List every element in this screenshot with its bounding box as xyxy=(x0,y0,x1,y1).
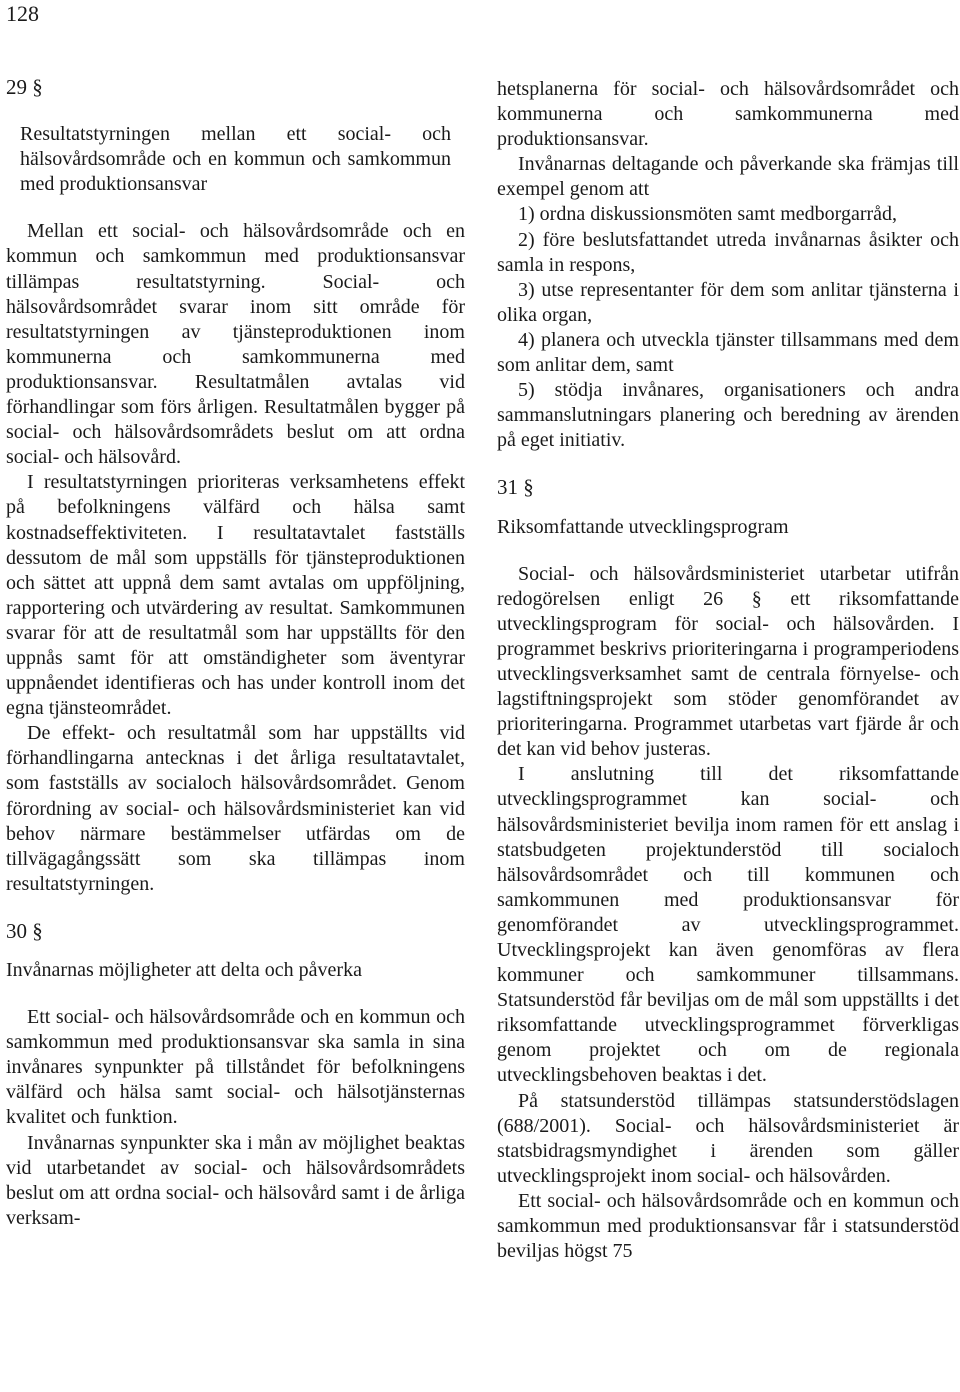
section-30-paragraph: Ett social- och hälsovårdsområde och en kommun och samkommun med produktionsansvar ska samla in sina invånares synpunkter på tillståndet för befolkningens välfärd och hälsa samt social- och hälsotjänsternas kvalitet och funktion. xyxy=(6,1006,465,1129)
section-30-paragraph: Invånarnas synpunkter ska i mån av möjlighet beaktas vid utarbetandet av social- och hälsovårdsområdets beslut om att ordna social- och hälsovård samt i de årliga verksam- xyxy=(6,1131,465,1229)
section-31-paragraph: På statsunderstöd tillämpas statsunderstödslagen (688/2001). Social- och hälsovårdsministeriet är statsbidragsmyndighet i ärenden som gäller utvecklingsprojekt inom social- och hälsovården. xyxy=(497,1089,959,1187)
section-31-number: 31 § xyxy=(497,475,534,500)
section-31-title: Riksomfattande utvecklingsprogram xyxy=(497,515,789,538)
section-31-paragraph: Social- och hälsovårdsministeriet utarbetar utifrån redogörelsen enligt 26 § ett riksomfattande utvecklingsprogram för social- och hälsovården. I programmet beskrivs prioriteringarna i programperiodens utvecklingsverksamhet samt de centrala förnyelse- och lagstiftningsprojekt som stöder genomförandet av prioriteringarna. Programmet utarbetas vart fjärde år och det kan vid behov justeras. xyxy=(497,562,959,761)
continued-paragraph: hetsplanerna för social- och hälsovårdsområdet och kommunerna och samkommunerna med produktionsansvar. xyxy=(497,78,959,151)
section-29-paragraph: De effekt- och resultatmål som har uppställts vid förhandlingarna antecknas i det årliga resultatavtalet, som fastställs av socialoch hälsovårdsområdet. Genom förordning av social- och hälsovårdsministeriet kan vid behov närmare bestämmelser utfärdas om de tillvägagångssätt som ska tillämpas inom resultatstyrningen. xyxy=(6,722,465,895)
section-31-paragraph: Ett social- och hälsovårdsområde och en kommun och samkommun med produktionsansvar får i statsunderstöd beviljas högst 75 xyxy=(497,1189,959,1263)
list-item: 3) utse representanter för dem som anlitar tjänsterna i olika organ, xyxy=(497,278,959,326)
section-30-title: Invånarnas möjligheter att delta och påverka xyxy=(6,959,362,981)
section-29-title: Resultatstyrningen mellan ett social- och hälsovårdsområde och en kommun och samkommun med produktionsansvar xyxy=(20,123,451,196)
list-item: 1) ordna diskussionsmöten samt medborgarråd, xyxy=(518,203,898,226)
page-number: 128 xyxy=(6,1,39,26)
list-item: 5) stödja invånares, organisationers och andra sammanslutningars planering och beredning av ärenden på eget initiativ. xyxy=(497,379,959,452)
section-30-lead: Invånarnas deltagande och påverkande ska främjas till exempel genom att xyxy=(497,153,959,201)
left-column xyxy=(6,75,465,1231)
section-29-paragraph: I resultatstyrningen prioriteras verksamhetens effekt på befolkningens välfärd och hälsa samt kostnadseffektiviteten. I resultatavtalet fastställs dessutom de mål som uppställs för tjänsteproduktionen och sättet att uppnå dem samt avtalas om uppföljning, rapportering och utvärdering av resultat. Samkommunen svarar för att de resultatmål som har uppställts för den uppnås samt för att omständigheter som äventyrar uppnåendet identifieras och has under kontroll inom det egna tjänsteområdet. xyxy=(6,471,465,720)
right-column xyxy=(497,77,959,1264)
section-30-number: 30 § xyxy=(6,918,43,943)
section-29-number: 29 § xyxy=(6,75,43,99)
section-29-paragraph: Mellan ett social- och hälsovårdsområde och en kommun och samkommun med produktionsansvar tillämpas resultatstyrning. Social- och hälsovårdsområdet svarar inom sitt område för resultatstyrningen av tjänsteproduktionen inom kommunerna och samkommunerna med produktionsansvar. Resultatmålen avtalas vid förhandlingar som förs årligen. Resultatmålen bygger på social- och hälsovårdsområdets beslut om att ordna social- och hälsovård. xyxy=(6,220,465,469)
list-item: 4) planera och utveckla tjänster tillsammans med dem som anlitar dem, samt xyxy=(497,328,959,377)
section-31-paragraph: I anslutning till det riksomfattande utvecklingsprogrammet kan social- och hälsovårdsministeriet bevilja inom ramen för ett anslag i statsbudgeten projektunderstöd till socialoch hälsovårdsområdet och till kommunen och samkommunen med produktionsansvar för genomförandet av utvecklingsprogrammet. Utvecklingsprojekt kan även genomföras av flera kommuner och samkommuner tillsammans. Statsunderstöd får beviljas om de mål som uppställts i det riksomfattande utvecklingsprogrammet förverkligas genom projektet och om de regionala utvecklingsbehoven beaktas i det. xyxy=(497,763,959,1087)
list-item: 2) före beslutsfattandet utreda invånarnas åsikter och samla in respons, xyxy=(497,228,959,276)
